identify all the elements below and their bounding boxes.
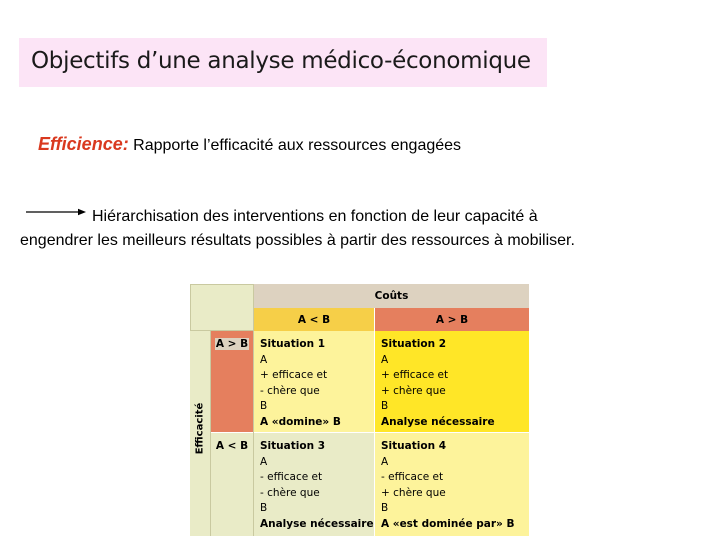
situation-line: B [381, 502, 389, 514]
situation-line: A [260, 455, 268, 468]
hierarchy-line-2: engendrer les meilleurs résultats possibles à partir des ressources à mobiliser. [20, 232, 575, 249]
situation-line: - chère que [260, 486, 320, 499]
situation-3-cell [254, 433, 374, 536]
situation-1-cell [254, 331, 374, 432]
eff-row-a-lt-b [210, 433, 254, 536]
situation-title: Situation 3 [260, 440, 326, 452]
situation-line: - efficace et [260, 471, 323, 483]
situation-conclusion: A «domine» B [260, 415, 341, 428]
efficience-definition: Rapporte l’efficacité aux ressources engagées [128, 137, 462, 154]
slide-title: Objectifs d’une analyse médico-économique [31, 48, 531, 74]
divider [210, 331, 211, 536]
costs-header: Coûts [254, 284, 529, 308]
situation-line: B [260, 502, 268, 514]
situation-line: + chère que [381, 384, 446, 397]
divider [253, 284, 254, 536]
divider [374, 308, 375, 536]
efficacy-header-cell [190, 331, 210, 536]
title-box [19, 38, 547, 87]
situation-2-cell [375, 331, 529, 432]
situation-line: A [381, 455, 389, 468]
situation-line: - chère que [260, 384, 320, 397]
divider [210, 432, 529, 433]
cost-efficacy-matrix [190, 284, 529, 536]
hierarchy-line-1: Hiérarchisation des interventions en fonction de leur capacité à [92, 208, 538, 225]
efficience-label: Efficience: [38, 134, 129, 154]
corner-cell [190, 284, 254, 331]
situation-4-cell [375, 433, 529, 536]
situation-line: + efficace et [381, 369, 449, 381]
eff-row-2-label: A < B [215, 440, 249, 452]
situation-conclusion: Analyse nécessaire [260, 517, 374, 530]
efficience-line [38, 134, 461, 155]
eff-row-a-gt-b [210, 331, 254, 432]
situation-line: B [381, 400, 389, 412]
eff-row-1-label: A > B [215, 338, 249, 350]
situation-title: Situation 4 [381, 440, 447, 452]
situation-title: Situation 2 [381, 338, 447, 350]
situation-line: A [260, 353, 268, 366]
situation-line: A [381, 353, 389, 366]
cost-col-a-lt-b: A < B [254, 308, 374, 331]
situation-title: Situation 1 [260, 338, 326, 350]
situation-conclusion: A «est dominée par» B [381, 517, 515, 530]
cost-col-a-gt-b: A > B [375, 308, 529, 331]
situation-line: - efficace et [381, 471, 444, 483]
efficacy-header: Efficacité [194, 402, 206, 455]
situation-line: + efficace et [260, 369, 328, 381]
situation-conclusion: Analyse nécessaire [381, 415, 495, 428]
situation-line: B [260, 400, 268, 412]
hierarchy-paragraph [20, 205, 710, 253]
situation-line: + chère que [381, 486, 446, 499]
